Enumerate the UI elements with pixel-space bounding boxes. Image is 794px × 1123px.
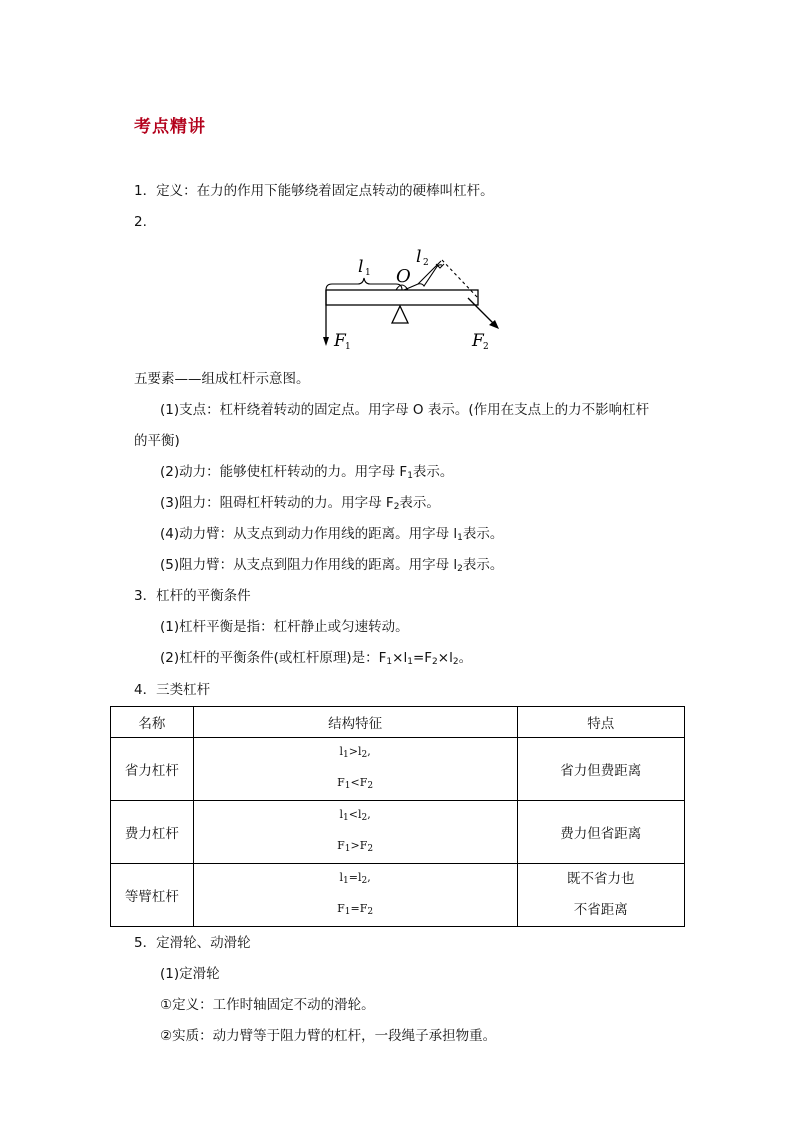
f1-label: F: [334, 331, 346, 351]
o-label: O: [396, 266, 411, 287]
pulley-heading: 5．定滑轮、动滑轮: [134, 935, 251, 951]
fixed-pulley-definition: ①定义：工作时轴固定不动的滑轮。: [160, 997, 375, 1013]
f2-label: F: [472, 331, 484, 351]
resistance-arm-line: [160, 555, 503, 579]
lever-types-heading: 4．三类杠杆: [134, 682, 211, 698]
table-row: [111, 864, 685, 927]
fulcrum-line-a: (1)支点：杠杆绕着转动的固定点。用字母 O 表示。(作用在支点上的力不影响杠杆: [160, 402, 650, 418]
l1-brace: [326, 278, 402, 290]
row-name: 省力杠杆: [111, 738, 194, 801]
header-feature: 特点: [517, 707, 684, 738]
row-structure: $l_1<l_2$, $F_1>F_2$: [193, 801, 517, 864]
fulcrum-line-b: 的平衡): [134, 433, 180, 449]
effort-sub: 1: [407, 471, 413, 481]
row-feature: 省力但费距离: [517, 738, 684, 801]
l1-sub: 1: [365, 268, 371, 278]
table-row: [111, 738, 685, 801]
row-structure: $l_1=l_2$, $F_1=F_2$: [193, 864, 517, 927]
effort-post: 表示。: [412, 464, 454, 480]
row-structure: $l_1>l_2$, $F_1<F_2$: [193, 738, 517, 801]
l2-label: l: [416, 247, 422, 267]
rarm-text: (5)阻力臂：从支点到阻力作用线的距离。用字母 l: [160, 557, 458, 573]
header-structure: 结构特征: [193, 707, 517, 738]
row-name: 等臂杠杆: [111, 864, 194, 927]
row-name: 费力杠杆: [111, 801, 194, 864]
fulcrum-triangle: [392, 306, 408, 323]
section-title: 考点精讲: [134, 117, 206, 137]
rarm-post: 表示。: [462, 557, 504, 573]
earm-text: (4)动力臂：从支点到动力作用线的距离。用字母 l: [160, 526, 458, 542]
f2-sub: 2: [483, 342, 489, 352]
definition-line: 1．定义：在力的作用下能够绕着固定点转动的硬棒叫杠杆。: [134, 183, 494, 199]
l1-label: l: [358, 257, 364, 277]
resistance-force-line: [160, 493, 440, 517]
fixed-pulley-essence: ②实质：动力臂等于阻力臂的杠杆，一段绳子承担物重。: [160, 1028, 497, 1044]
lever-diagram: [318, 240, 508, 355]
f2-arrow-line: [468, 298, 494, 324]
rarm-sub: 2: [457, 564, 463, 574]
effort-text: (2)动力：能够使杠杆转动的力。用字母 F: [160, 464, 408, 480]
l2-sub: 2: [423, 258, 429, 268]
f1-arrow-head: [323, 337, 329, 346]
resist-text: (3)阻力：阻碍杠杆转动的力。用字母 F: [160, 495, 394, 511]
fixed-pulley-heading: (1)定滑轮: [160, 966, 220, 982]
earm-sub: 1: [457, 533, 463, 543]
balance-definition: (1)杠杆平衡是指：杠杆静止或匀速转动。: [160, 619, 409, 635]
effort-arm-line: [160, 524, 503, 548]
table-header-row: [111, 707, 685, 738]
earm-post: 表示。: [462, 526, 504, 542]
table-row: [111, 801, 685, 864]
five-elements-heading: 五要素——组成杠杆示意图。: [134, 371, 310, 387]
lever-types-table: [110, 706, 685, 927]
balance-condition: (2)杠杆的平衡条件(或杠杆原理)是：$F_1\times l_1=F_2\times l_2$。: [160, 650, 473, 667]
lever-bar: [326, 290, 478, 305]
row-feature: 费力但省距离: [517, 801, 684, 864]
effort-force-line: [160, 462, 453, 486]
item-2-number: 2.: [134, 214, 147, 230]
resist-post: 表示。: [399, 495, 440, 511]
resist-sub: 2: [393, 502, 400, 512]
row-feature: 既不省力也 不省距离: [517, 864, 684, 927]
f1-sub: 1: [345, 342, 351, 352]
balance-heading: 3．杠杆的平衡条件: [134, 588, 251, 604]
header-name: 名称: [111, 707, 194, 738]
l2-arm-line: [418, 261, 441, 284]
